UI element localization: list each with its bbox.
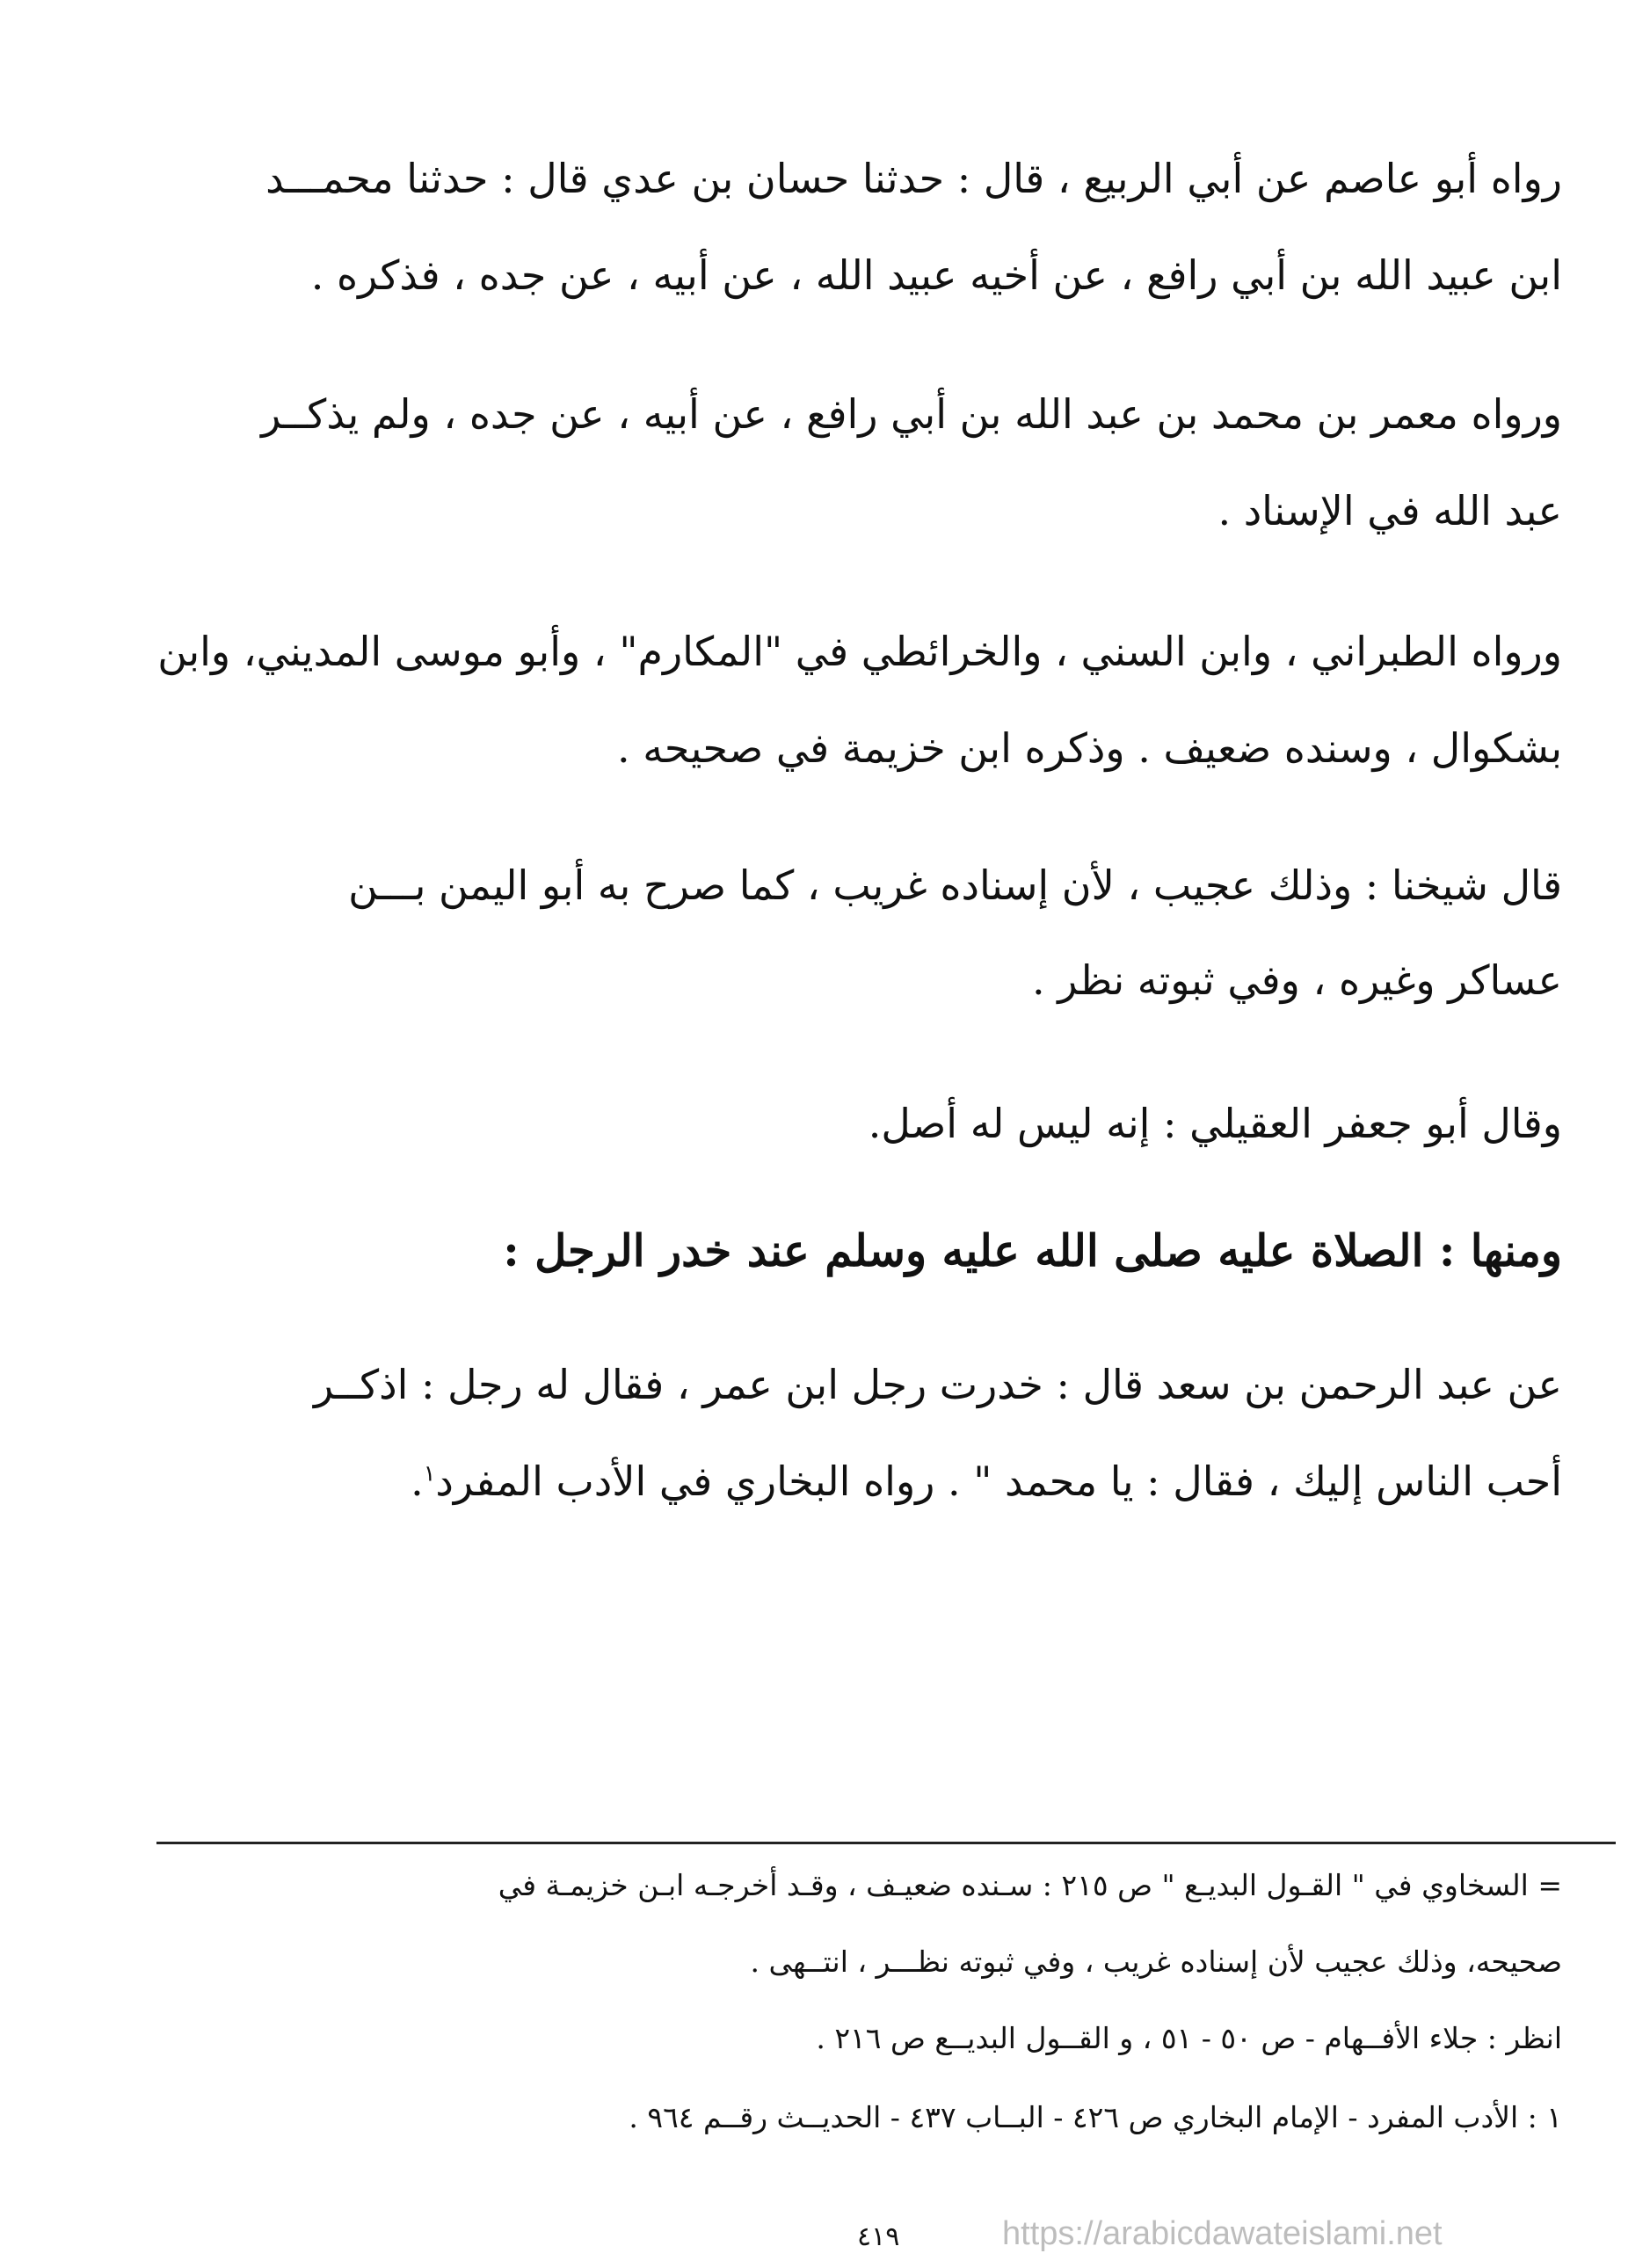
- paragraph-4-line-1: قال شيخنا : وذلك عجيب ، لأن إسناده غريب ، كما صرح به أبو اليمن بـــن: [348, 861, 1562, 909]
- footnote-reference-mark: ١: [423, 1460, 436, 1487]
- source-watermark: https://arabicdawateislami.net: [1002, 2215, 1443, 2252]
- paragraph-6-line-1: عن عبد الرحمن بن سعد قال : خدرت رجل ابن عمر ، فقال له رجل : اذكــر: [313, 1361, 1562, 1408]
- paragraph-3-line-1: ورواه الطبراني ، وابن السني ، والخرائطي في "المكارم" ، وأبو موسى المديني، وابن: [157, 628, 1562, 675]
- section-heading: ومنها : الصلاة عليه صلى الله عليه وسلم عند خدر الرجل :: [503, 1225, 1562, 1276]
- footnote-divider: [156, 1842, 1616, 1844]
- page-number: ٤١٩: [857, 2221, 900, 2252]
- paragraph-6-line-2-end: .: [411, 1457, 424, 1505]
- paragraph-1-line-2: ابن عبيد الله بن أبي رافع ، عن أخيه عبيد الله ، عن أبيه ، عن جده ، فذكره .: [310, 251, 1562, 299]
- paragraph-6-line-2-text: أحب الناس إليك ، فقال : يا محمد " . رواه البخاري في الأدب المفرد: [435, 1457, 1562, 1505]
- paragraph-3-line-2: بشكوال ، وسنده ضعيف . وذكره ابن خزيمة في صحيحه .: [616, 724, 1562, 772]
- paragraph-6-line-2: [411, 1457, 1562, 1505]
- paragraph-5-line-1: وقال أبو جعفر العقيلي : إنه ليس له أصل.: [868, 1100, 1562, 1147]
- paragraph-1-line-1: رواه أبو عاصم عن أبي الربيع ، قال : حدثنا حسان بن عدي قال : حدثنا محمـــد: [265, 155, 1562, 202]
- footnote-2: انظر : جلاء الأفــهام - ص ٥٠ - ٥١ ، و القــول البديــع ص ٢١٦ .: [816, 2021, 1562, 2055]
- paragraph-4-line-2: عساكر وغيره ، وفي ثبوته نظر .: [1032, 956, 1562, 1004]
- footnote-3: ١ : الأدب المفرد - الإمام البخاري ص ٤٢٦ - البــاب ٤٣٧ - الحديــث رقــم ٩٦٤ .: [629, 2100, 1562, 2134]
- paragraph-2-line-2: عبد الله في الإسناد .: [1218, 487, 1562, 534]
- paragraph-2-line-1: ورواه معمر بن محمد بن عبد الله بن أبي رافع ، عن أبيه ، عن جده ، ولم يذكــر: [261, 390, 1562, 438]
- footnote-1-line-1: = السخاوي في " القـول البديـع " ص ٢١٥ : سـنده ضعيـف ، وقـد أخرجـه ابـن خزيمـة في: [498, 1868, 1562, 1902]
- footnote-1-line-2: صحيحه، وذلك عجيب لأن إسناده غريب ، وفي ثبوته نظـــر ، انتــهى .: [750, 1945, 1562, 1979]
